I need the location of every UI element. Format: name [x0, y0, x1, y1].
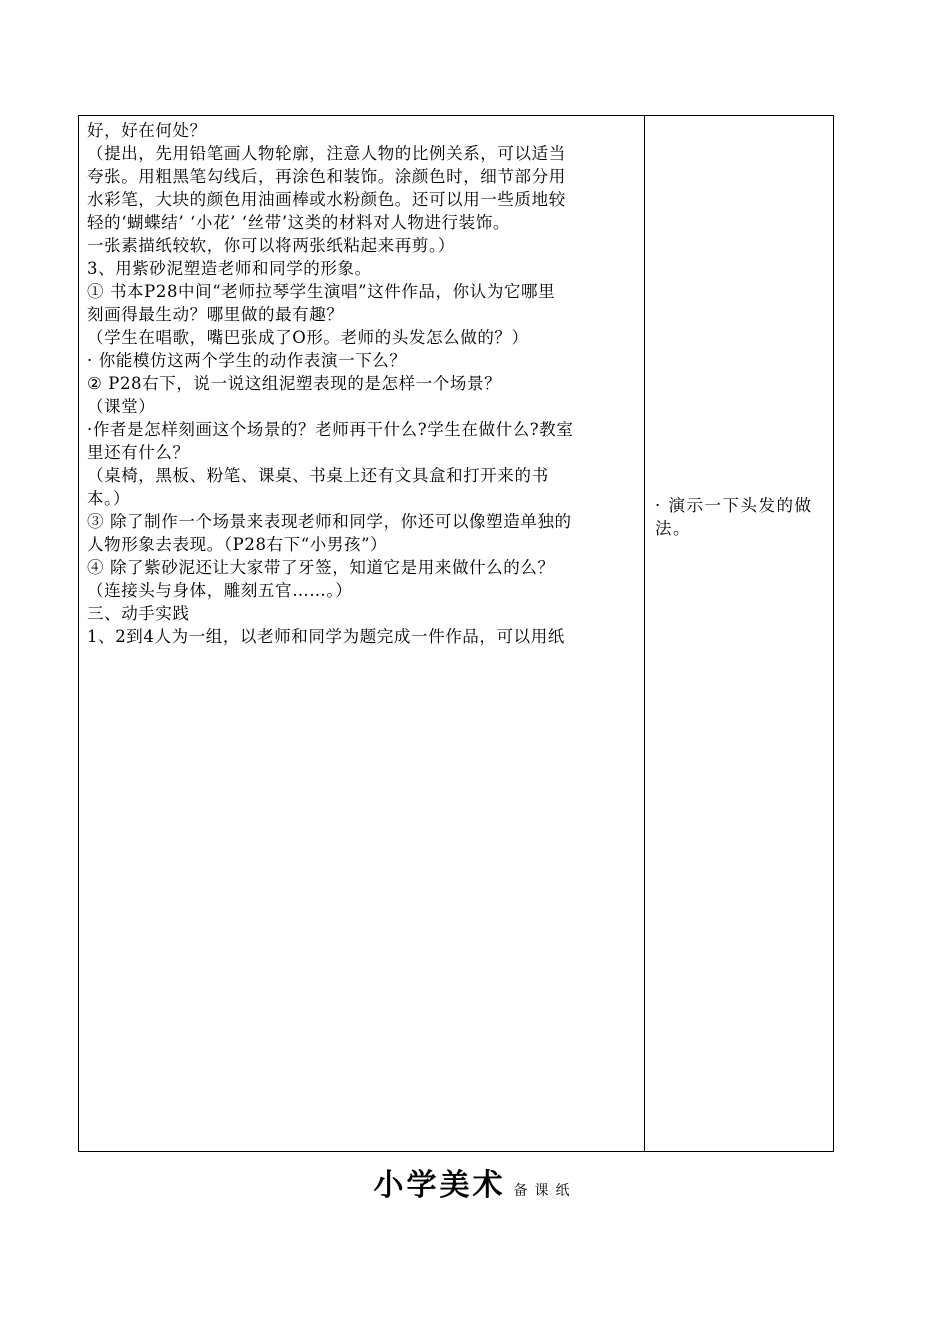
- lesson-plan-table: [78, 115, 834, 1152]
- footer-title: 小学美术: [373, 1168, 506, 1203]
- content-line: （课堂）: [87, 397, 156, 416]
- content-line: （学生在唱歌，嘴巴张成了O形。老师的头发怎么做的？）: [87, 328, 529, 347]
- content-line: ·作者是怎样刻画这个场景的？老师再干什么?学生在做什么?教室: [87, 420, 574, 439]
- content-line: （提出，先用铅笔画人物轮廓，注意人物的比例关系，可以适当: [87, 144, 566, 163]
- content-line: · 你能模仿这两个学生的动作表演一下么？: [87, 351, 407, 370]
- content-line: 轻的‘蝴蝶结’ ‘小花’ ‘丝带’这类的材料对人物进行装饰。: [87, 213, 510, 232]
- page-footer: [0, 1160, 950, 1204]
- content-line: 1、2到4人为一组，以老师和同学为题完成一件作品，可以用纸: [87, 627, 565, 646]
- content-line: ③ 除了制作一个场景来表现老师和同学，你还可以像塑造单独的: [87, 512, 572, 531]
- content-line: 三、动手实践: [87, 604, 190, 623]
- content-line: 一张素描纸较软，你可以将两张纸粘起来再剪。）: [87, 236, 455, 255]
- note-line: · 演示一下头发的做: [655, 496, 813, 515]
- content-line: 本。）: [87, 489, 131, 508]
- footer-subtitle: 备课纸: [513, 1183, 577, 1199]
- lesson-content-column: [79, 116, 645, 1151]
- content-line: 刻画得最生动？哪里做的最有趣？: [87, 305, 344, 324]
- content-line: ① 书本P28中间“老师拉琴学生演唱”这件作品，你认为它哪里: [87, 282, 556, 301]
- content-line: ④ 除了紫砂泥还让大家带了牙签，知道它是用来做什么的么？: [87, 558, 555, 577]
- teacher-notes-column: [645, 116, 833, 1151]
- content-line: 好，好在何处？: [87, 121, 207, 140]
- content-line: 水彩笔，大块的颜色用油画棒或水粉颜色。还可以用一些质地较: [87, 190, 566, 209]
- content-line: （桌椅，黑板、粉笔、课桌、书桌上还有文具盒和打开来的书: [87, 466, 549, 485]
- content-line: （连接头与身体，雕刻五官……。）: [87, 581, 353, 600]
- content-line: 夸张。用粗黑笔勾线后，再涂色和装饰。涂颜色时，细节部分用: [87, 167, 566, 186]
- content-line: 里还有什么？: [87, 443, 190, 462]
- content-line: 3、用紫砂泥塑造老师和同学的形象。: [87, 259, 372, 278]
- content-line: 人物形象去表现。（P28右下“小男孩”）: [87, 535, 388, 554]
- note-line: 法。: [655, 519, 691, 538]
- content-line: ② P28右下，说一说这组泥塑表现的是怎样一个场景？: [87, 374, 502, 393]
